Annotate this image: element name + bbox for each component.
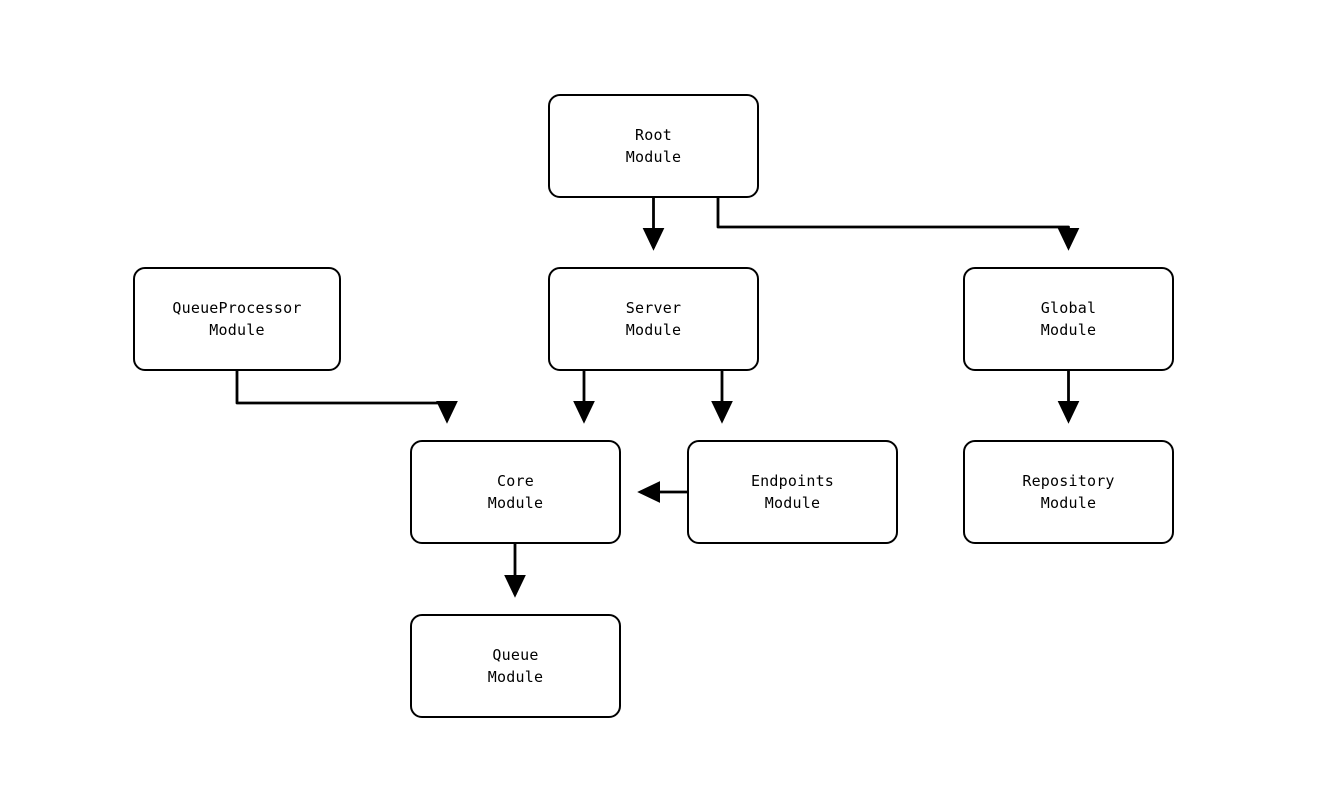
node-label-line1: QueueProcessor bbox=[172, 299, 302, 317]
node-label-line2: Module bbox=[764, 494, 821, 512]
node-label-line1: Core bbox=[497, 472, 534, 490]
node-label-line2: Module bbox=[1040, 494, 1097, 512]
node-label-line1: Endpoints bbox=[750, 472, 835, 490]
node-global-module[interactable] bbox=[963, 267, 1174, 371]
node-label-line2: Module bbox=[1040, 321, 1097, 339]
node-root-module[interactable] bbox=[548, 94, 759, 198]
node-label-line1: Server bbox=[625, 299, 682, 317]
node-repository-module[interactable] bbox=[963, 440, 1174, 544]
node-label-line2: Module bbox=[625, 148, 682, 166]
node-label-line2: Module bbox=[487, 668, 544, 686]
node-label-line2: Module bbox=[487, 494, 544, 512]
node-label-line2: Module bbox=[625, 321, 682, 339]
edge-root-to-global bbox=[718, 198, 1069, 248]
node-queue-module[interactable] bbox=[410, 614, 621, 718]
node-server-module[interactable] bbox=[548, 267, 759, 371]
node-label-line1: Repository bbox=[1022, 472, 1115, 490]
node-queueprocessor-module[interactable] bbox=[133, 267, 341, 371]
node-label-line1: Global bbox=[1040, 299, 1097, 317]
node-label-line1: Root bbox=[635, 126, 672, 144]
edge-queueprocessor-to-core bbox=[237, 371, 447, 421]
node-label-line2: Module bbox=[209, 321, 265, 339]
node-label-line1: Queue bbox=[492, 646, 539, 664]
node-core-module[interactable] bbox=[410, 440, 621, 544]
node-endpoints-module[interactable] bbox=[687, 440, 898, 544]
